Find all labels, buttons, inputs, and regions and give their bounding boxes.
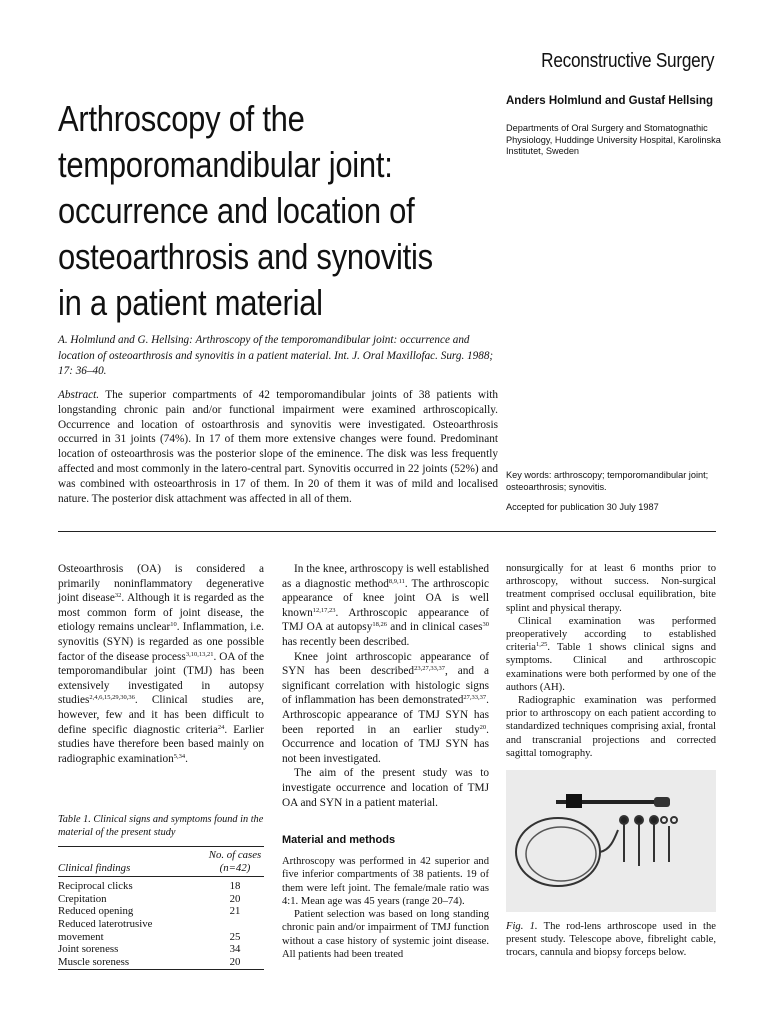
table-header-findings: Clinical findings bbox=[58, 862, 206, 877]
keywords: Key words: arthroscopy; temporomandibular joint; osteoarthrosis; synovitis. bbox=[506, 470, 709, 492]
finding-cell: Reduced opening bbox=[58, 905, 134, 918]
abstract-label: Abstract. bbox=[58, 389, 100, 401]
abstract-text: The superior compartments of 42 temporomandibular joints of 38 patients with longstanding chronic pain and/or functional impairment were examined arthroscopically. Occurrence and location of ostoarthrosis and synovitis were investigated. Osteoarthrosis occurred in 31 joints (74%). In 17 of them more extensive changes were found. Predominant location of osteoarthrosis was the posterior slope of the eminence. The disk was less frequently affected and most commonly in the latero-central part. Synovitis occurred in 22 joints (52%) and was combined with osteoarthrosis in 17 of them. In 20 of them it was of mild and localised nature. The posterior disk attachment was affected in all of them. bbox=[58, 389, 498, 505]
paragraph: Arthroscopy was performed in 42 superior and five inferior compartments of 38 patients. 19 of them were left joint. The female/male ratio was 4:1. Mean age was 45 years (range 20–74). bbox=[282, 856, 489, 907]
table-row bbox=[58, 931, 264, 944]
cases-cell: 21 bbox=[229, 905, 241, 918]
table-row bbox=[58, 893, 264, 906]
paragraph: Radiographic examination was performed prior to arthroscopy on each patient according to standardized techniques comprising axial, frontal and transcranial projections and corrected sagittal tomography. bbox=[506, 695, 716, 759]
body-column-1 bbox=[58, 562, 264, 766]
cases-cell: 20 bbox=[206, 956, 264, 970]
cases-cell: 34 bbox=[229, 943, 241, 956]
table-header-spacer bbox=[58, 847, 206, 862]
cases-cell bbox=[206, 918, 264, 931]
table-caption: Table 1. Clinical signs and symptoms found in the material of the present study bbox=[58, 814, 264, 838]
table-row bbox=[58, 956, 264, 970]
citation: A. Holmlund and G. Hellsing: Arthroscopy of the temporomandibular joint: occurrence and location of osteoarthrosis and synovitis in a patient material. Int. J. Oral Maxillofac. Surg. 1988; 17: 36–40. bbox=[58, 334, 494, 377]
paragraph: Clinical examination was performed preoperatively according to established criteria$^{1,25}$. Table 1 shows clinical signs and symptoms. Clinical and arthroscopic examinations were both performed by one of the authors (AH). bbox=[506, 615, 716, 693]
figure-label: Fig. 1. bbox=[506, 921, 538, 932]
paragraph: In the knee, arthroscopy is well established as a diagnostic method$^{8,9,11}$. The arthroscopic appearance of knee joint OA is well known$^{12,17,23}$. Arthroscopic appearance of TMJ OA at autopsy$^{18,26}$ and in clinical cases$^{30}$ has recently been described. bbox=[282, 563, 489, 648]
section-heading: Material and methods bbox=[282, 834, 396, 846]
table-header-n: (n=42) bbox=[206, 862, 264, 877]
paragraph: The aim of the present study was to investigate occurrence and location of TMJ OA and SYN in a patient material. bbox=[282, 767, 489, 809]
finding-cell: Joint soreness bbox=[58, 943, 119, 956]
cases-cell: 25 bbox=[229, 930, 241, 943]
figure-caption-text: The rod-lens arthroscope used in the present study. Telescope above, fibrelight cable, trocars, cannula and biopsy forceps below. bbox=[506, 921, 716, 959]
methods-text bbox=[282, 855, 489, 961]
paragraph: Patient selection was based on long standing chronic pain and/or impairment of TMJ function without a case history of systemic joint disease. All patients had been treated bbox=[282, 909, 489, 961]
finding-cell: movement bbox=[58, 930, 104, 943]
finding-cell: Reduced laterotrusive bbox=[58, 917, 153, 930]
article-title: Arthroscopy of the temporomandibular joint: occurrence and location of osteoarthrosis and synovitis in a patient material bbox=[58, 98, 433, 323]
table-row bbox=[58, 905, 264, 918]
finding-cell: Reciprocal clicks bbox=[58, 880, 133, 893]
table-row bbox=[58, 943, 264, 956]
body-column-3 bbox=[506, 562, 716, 760]
paragraph: Knee joint arthroscopic appearance of SYN has been described$^{23,27,33,37}$, and a significant correlation with histologic signs of inflammation has been demonstrated$^{27,33,37}$. Arthroscopic appearance of TMJ SYN has been reported in an earlier study$^{20}$. Occurrence and location of TMJ SYN has not been investigated. bbox=[282, 650, 489, 765]
abstract bbox=[58, 388, 498, 506]
table-row bbox=[58, 918, 264, 931]
figure-caption bbox=[506, 920, 716, 960]
arthroscope-illustration bbox=[506, 770, 716, 912]
arthroscope-photo bbox=[506, 770, 716, 912]
authors: Anders Holmlund and Gustaf Hellsing bbox=[506, 95, 714, 107]
finding-cell: Muscle soreness bbox=[58, 956, 206, 970]
affiliation: Departments of Oral Surgery and Stomatognathic Physiology, Huddinge University Hospital, Karolinska Institutet, Sweden bbox=[506, 123, 721, 157]
table-row bbox=[58, 877, 264, 893]
clinical-findings-table bbox=[58, 846, 264, 970]
section-label: Reconstructive Surgery bbox=[540, 50, 714, 72]
accepted-date: Accepted for publication 30 July 1987 bbox=[506, 502, 659, 512]
cases-cell: 18 bbox=[229, 880, 241, 893]
section-divider bbox=[58, 531, 716, 532]
table-header-cases: No. of cases bbox=[206, 847, 264, 862]
paragraph: nonsurgically for at least 6 months prior to arthroscopy, without success. Non-surgical treatment comprised occlusal equilibration, bite splint and physical therapy. bbox=[506, 563, 716, 614]
cases-cell: 20 bbox=[229, 892, 241, 905]
body-column-2 bbox=[282, 562, 489, 810]
paragraph: Osteoarthrosis (OA) is considered a primarily noninflammatory degenerative joint disease$^{32}$. Although it is regarded as the most common form of joint disease, the etiology remains unclear$^{10}$. Inflammation, i.e. synovitis (SYN) is regarded as one possible factor of the disease process$^{3,10,13,21}$. OA of the temporomandibular joint (TMJ) has been extensively investigated in autopsy studies$^{2,4,6,15,29,30,36}$. Clinical studies are, however, few and it has been difficult to define specific diagnostic criteria$^{24}$. Earlier studies have therefore been based mainly on radiographic examination$^{5,34}$. bbox=[58, 563, 265, 765]
finding-cell: Crepitation bbox=[58, 892, 107, 905]
